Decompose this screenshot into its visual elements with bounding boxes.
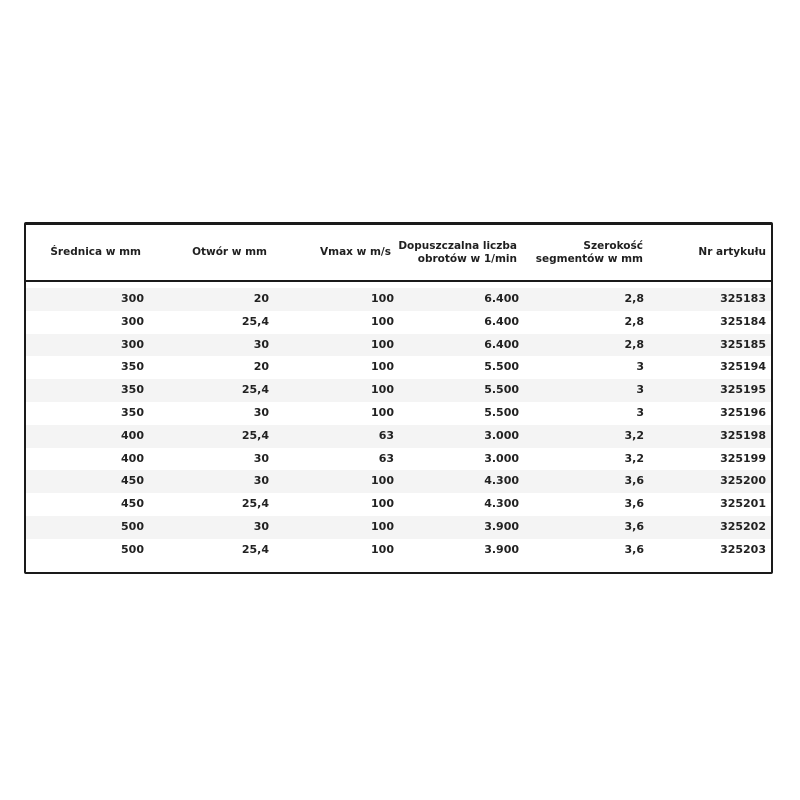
cell-segment-width: 3,2 (624, 451, 644, 465)
cell-bore: 30 (253, 519, 269, 533)
cell-article-number: 325184 (720, 314, 766, 328)
cell-segment-width: 3,6 (624, 542, 644, 556)
header-max-rpm: Dopuszczalna liczba obrotów w 1/min (398, 239, 517, 265)
cell-segment-width: 3,2 (624, 428, 644, 442)
cell-segment-width: 3,6 (624, 497, 644, 511)
cell-segment-width: 2,8 (624, 337, 644, 351)
cell-article-number: 325196 (720, 405, 766, 419)
cell-vmax: 100 (371, 542, 394, 556)
table-row (26, 288, 771, 311)
cell-segment-width: 3 (636, 383, 644, 397)
cell-diameter: 350 (121, 405, 144, 419)
table-row (26, 493, 771, 516)
table-row (26, 448, 771, 471)
cell-segment-width: 2,8 (624, 292, 644, 305)
cell-max-rpm: 3.900 (484, 519, 519, 533)
cell-vmax: 100 (371, 519, 394, 533)
cell-bore: 25,4 (241, 383, 269, 397)
cell-diameter: 450 (121, 474, 144, 488)
cell-segment-width: 3,6 (624, 474, 644, 488)
cell-article-number: 325198 (720, 428, 766, 442)
table-row (26, 356, 771, 379)
cell-bore: 25,4 (241, 314, 269, 328)
cell-article-number: 325202 (720, 519, 766, 533)
table-row (26, 425, 771, 448)
cell-vmax: 100 (371, 360, 394, 374)
cell-diameter: 500 (121, 542, 144, 556)
spec-table (24, 222, 773, 574)
cell-vmax: 100 (371, 337, 394, 351)
cell-article-number: 325201 (720, 497, 766, 511)
cell-max-rpm: 4.300 (484, 474, 519, 488)
cell-diameter: 400 (121, 451, 144, 465)
cell-bore: 30 (253, 337, 269, 351)
cell-diameter: 350 (121, 383, 144, 397)
cell-article-number: 325200 (720, 474, 766, 488)
cell-max-rpm: 5.500 (484, 383, 519, 397)
header-diameter: Średnica w mm (50, 246, 141, 258)
cell-vmax: 100 (371, 383, 394, 397)
cell-diameter: 300 (121, 337, 144, 351)
header-segment-width: Szerokość segmentów w mm (535, 239, 643, 265)
cell-article-number: 325194 (720, 360, 766, 374)
cell-bore: 30 (253, 451, 269, 465)
cell-bore: 30 (253, 405, 269, 419)
cell-bore: 20 (253, 292, 269, 305)
cell-vmax: 100 (371, 474, 394, 488)
cell-article-number: 325185 (720, 337, 766, 351)
cell-max-rpm: 4.300 (484, 497, 519, 511)
cell-vmax: 100 (371, 314, 394, 328)
table-row (26, 539, 771, 562)
cell-vmax: 100 (371, 405, 394, 419)
table-body (26, 288, 771, 562)
table-row (26, 334, 771, 357)
cell-max-rpm: 5.500 (484, 405, 519, 419)
cell-bore: 30 (253, 474, 269, 488)
cell-diameter: 450 (121, 497, 144, 511)
cell-bore: 20 (253, 360, 269, 374)
cell-diameter: 350 (121, 360, 144, 374)
cell-bore: 25,4 (241, 428, 269, 442)
header-vmax: Vmax w m/s (320, 246, 391, 258)
table-row (26, 402, 771, 425)
cell-diameter: 400 (121, 428, 144, 442)
cell-segment-width: 3,6 (624, 519, 644, 533)
table-row (26, 470, 771, 493)
cell-vmax: 63 (378, 451, 394, 465)
cell-segment-width: 3 (636, 405, 644, 419)
cell-diameter: 500 (121, 519, 144, 533)
cell-max-rpm: 6.400 (484, 292, 519, 305)
cell-diameter: 300 (121, 292, 144, 305)
cell-segment-width: 2,8 (624, 314, 644, 328)
cell-max-rpm: 6.400 (484, 314, 519, 328)
cell-article-number: 325203 (720, 542, 766, 556)
cell-vmax: 100 (371, 497, 394, 511)
cell-max-rpm: 3.900 (484, 542, 519, 556)
cell-max-rpm: 5.500 (484, 360, 519, 374)
cell-vmax: 63 (378, 428, 394, 442)
cell-segment-width: 3 (636, 360, 644, 374)
table-row (26, 311, 771, 334)
cell-vmax: 100 (371, 292, 394, 305)
table-row (26, 516, 771, 539)
table-row (26, 379, 771, 402)
cell-diameter: 300 (121, 314, 144, 328)
cell-article-number: 325199 (720, 451, 766, 465)
cell-max-rpm: 3.000 (484, 451, 519, 465)
cell-bore: 25,4 (241, 542, 269, 556)
table-header (26, 225, 771, 282)
cell-article-number: 325195 (720, 383, 766, 397)
header-article-number: Nr artykułu (698, 246, 766, 258)
header-bore: Otwór w mm (192, 246, 267, 258)
cell-max-rpm: 6.400 (484, 337, 519, 351)
cell-bore: 25,4 (241, 497, 269, 511)
cell-article-number: 325183 (720, 292, 766, 305)
cell-max-rpm: 3.000 (484, 428, 519, 442)
